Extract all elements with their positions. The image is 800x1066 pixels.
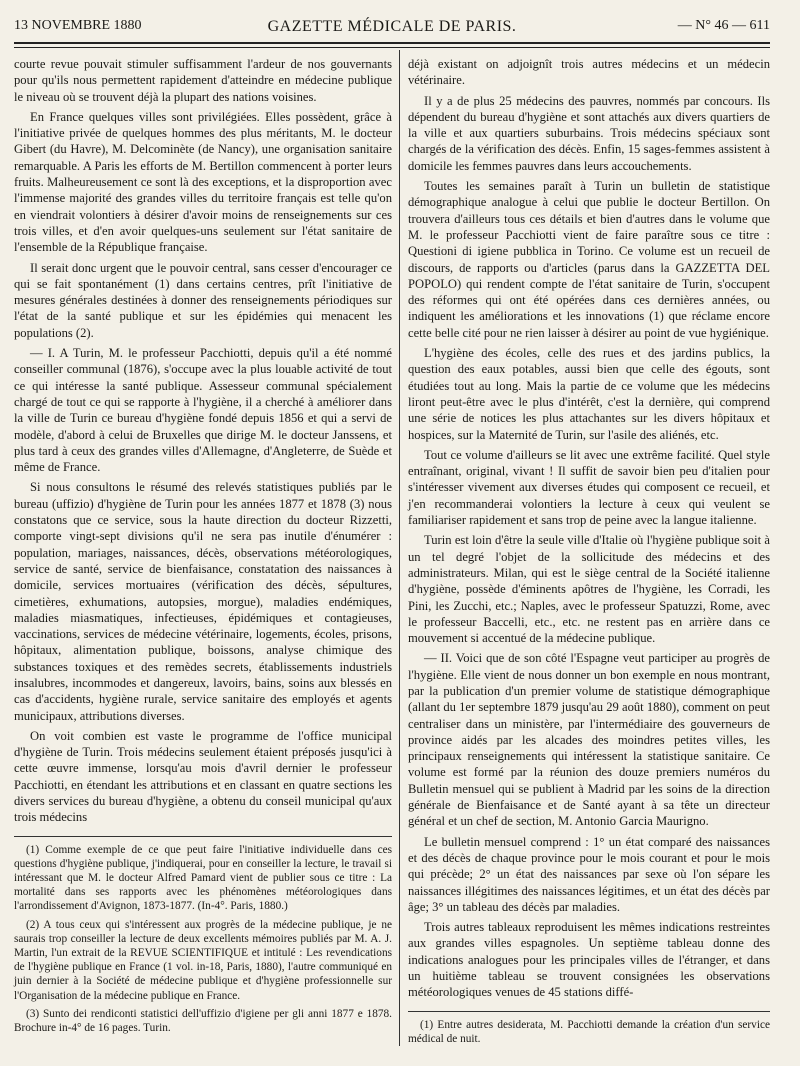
- paragraph: L'hygiène des écoles, celle des rues et des jardins publics, la question des eaux potables, aussi bien que celle des égouts, sont étudiées tout au long. Mais la partie de ce volume que les médecins liront peut-être avec le plus d'intérêt, c'est la dernière, qui comprend une série de notices les plus attachantes sur les divers hôpitaux et hospices, sur la Maternité de Turin, sur l'asile des aliénés, etc.: [408, 346, 770, 442]
- header-rule: [14, 42, 770, 44]
- paragraph: En France quelques villes sont privilégiées. Elles possèdent, grâce à l'initiative privée de quelques hommes des plus méritants, M. le docteur Gibert (du Havre), M. Delcominète (de Nancy), une organisation sanitaire remarquable. A Paris les efforts de M. Bertillon commencent à porter leurs fruits. Malheureusement ce sont là des exceptions, et la disproportion avec l'immense majorité des grandes villes du territoire français est telle qu'on en viendrait volontiers à désirer d'avoir moins de renseignements sur ces trois villes, et d'en avoir quelques-uns seulement sur l'état sanitaire de l'ensemble de la République française.: [14, 109, 392, 255]
- footnote-rule: [408, 1011, 770, 1012]
- footnote: (1) Entre autres desiderata, M. Pacchiotti demande la création d'un service médical de nuit.: [408, 1018, 770, 1045]
- page-header: [14, 18, 770, 40]
- paragraph: courte revue pouvait stimuler suffisamment l'ardeur de nos gouvernants pour qu'ils nous permettent rapidement d'atteindre en médecine publique le niveau où se trouvent déjà la plupart des nations voisines.: [14, 57, 392, 104]
- paragraph: Il serait donc urgent que le pouvoir central, sans cesser d'encourager ce qui se fait spontanément (1) dans certains centres, prît l'initiative de mesures générales destinées à donner des renseignements périodiques sur l'état de la santé publique et sur les épidémies qui menacent les populations (2).: [14, 260, 392, 340]
- paragraph: Le bulletin mensuel comprend : 1° un état comparé des naissances et des décès de chaque province pour le mois courant et pour le mois qui précède; 2° un état des naissances par sexe où l'on sépare les naissances illégitimes des naissances légitimes, et un état des décès par âge; 3° un tableau des décès par maladies.: [408, 834, 770, 914]
- paragraph: Turin est loin d'être la seule ville d'Italie où l'hygiène publique soit à un tel degré l'objet de la sollicitude des médecins et des administrateurs. Milan, qui est le siège central de la Société italienne d'hygiène, possède d'éminents apôtres de l'hygiène, les Corradi, les Pini, les Zucchi, etc.; Naples, avec le professeur Spatuzzi, Rome, avec le professeur Baccelli, etc., etc. ne restent pas en arrière dans ce mouvement si accentué de la médecine publique.: [408, 533, 770, 646]
- column-divider: [399, 50, 400, 1046]
- paragraph: Toutes les semaines paraît à Turin un bulletin de statistique démographique analogue à celui que publie le docteur Bertillon. On trouvera d'ailleurs tous ces détails et bien d'autres dans le volume que M. le professeur Pacchiotti vient de faire paraître sous ce titre : Questioni di igiene pubblica in Torino. Ce volume est un recueil de discours, de rapports ou d'articles (parus dans la GAZZETTA DEL POPOLO) qui rendent compte de l'état sanitaire de Turin, s'occupent des réformes qui ont été opérées dans ces dernières années, ou indiquent les améliorations et les innovations (1) que réclame encore cette belle cité pour ne rien laisser à désirer au point de vue hygiénique.: [408, 179, 770, 340]
- paragraph: Il y a de plus 25 médecins des pauvres, nommés par concours. Ils dépendent du bureau d'hygiène et sont attachés aux divers quartiers de la ville et aux quartiers suburbains. Trois médecins spéciaux sont chargés de la vérification des décès. Enfin, 15 sages-femmes assistent à domicile les femmes pauvres dans leurs accouchements.: [408, 93, 770, 173]
- footnotes: [14, 836, 392, 1036]
- footnote: (1) Comme exemple de ce que peut faire l'initiative individuelle dans ces questions d'hygiène publique, j'indiquerai, pour en conseiller la lecture, le travail si intéressant que M. le docteur Alfred Pamard vient de publier sous ce titre : La mortalité dans ses rapports avec les phénomènes météorologiques dans l'arrondissement d'Avignon, 1873-1877. (In-4°. Paris, 1880.): [14, 843, 392, 913]
- footnotes: [408, 1011, 770, 1046]
- paragraph: Si nous consultons le résumé des relevés statistiques publiés par le bureau (uffizio) d'hygiène de Turin pour les années 1877 et 1878 (3) nous constatons que ce service, sous la haute direction du docteur Rizzetti, comporte vingt-sept divisions qu'il ne sera pas inutile d'énumérer : population, mariages, naissances, décès, observations météorologiques, service de santé, service de bienfaisance, constatation des naissances à domicile, services mortuaires (vérification des décès, sépultures, cimetières, exhumations, autopsies, morgue), maladies endémiques, maladies miasmatiques, infectieuses, épidémiques et contagieuses, vaccinations, services de médecine vétérinaire, logements, écoles, prisons, hôpitaux, alimentation publique, boissons, analyse chimique des substances toxiques et des remèdes secrets, établissements industriels insalubres, incommodes et dangereux, lavoirs, bains, soins aux blessés en cas d'accidents, hygiène rurale, service sanitaire des employés et agents municipaux, attributions diverses.: [14, 480, 392, 723]
- page-number: — N° 46 — 611: [677, 18, 770, 33]
- paragraph: Tout ce volume d'ailleurs se lit avec une extrême facilité. Quel style entraînant, original, vivant ! Il suffit de savoir bien peu d'italien pour s'intéresser vivement aux diverses études qui composent ce recueil, et j'en recommanderai volontiers la lecture à ceux qui veulent se familiariser rapidement et sans trop de peine avec la langue italienne.: [408, 447, 770, 528]
- header-rule-thin: [14, 47, 770, 48]
- paragraph: — II. Voici que de son côté l'Espagne veut participer au progrès de l'hygiène. Elle vient de nous donner un bon exemple en nous montrant, par la publication d'un premier volume de statistique démographique (allant du 1er septembre 1879 jusqu'au 29 août 1880), comment on peut centraliser dans un ministère, par l'intermédiaire des gouverneurs de province aidés par les alcades des moindres petites villes, les principaux renseignements qui intéressent la statistique sanitaire. Ce volume est formé par la réunion des douze premiers numéros du Bulletin mensuel qui se publient à Madrid par les soins de la direction générale de Bienfaisance et de Santé ayant à sa tête un directeur général et un chef de section, M. Antonio Garcia Maurigno.: [408, 651, 770, 829]
- paragraph: — I. A Turin, M. le professeur Pacchiotti, depuis qu'il a été nommé conseiller communal (1876), s'occupe avec la plus louable activité de tout ce qui intéresse la santé publique. Assesseur communal spécialement chargé de tout ce qui se rapporte à l'hygiène, il a cherché à améliorer dans la ville de Turin ce bureau d'hygiène fondé depuis 1856 et qui a servi de modèle, d'abord à celui de Bruxelles que dirige M. le docteur Janssens, et plus tard à ceux des grandes villes d'Allemagne, d'Angleterre, de Suède et même de France.: [14, 346, 392, 475]
- left-column: [14, 56, 392, 1039]
- paragraph: Trois autres tableaux reproduisent les mêmes indications restreintes aux grandes villes espagnoles. Un septième tableau donne des indications analogues pour les principales villes de l'étranger, et dans un huitième tableau se trouvent consignées les observations météorologiques venues de 45 stations diffé-: [408, 920, 770, 1000]
- issue-date: 13 NOVEMBRE 1880: [14, 18, 142, 33]
- footnote-rule: [14, 836, 392, 837]
- right-column: [408, 56, 770, 1050]
- journal-title: GAZETTE MÉDICALE DE PARIS.: [267, 18, 517, 35]
- paragraph: On voit combien est vaste le programme de l'office municipal d'hygiène de Turin. Trois médecins seulement étaient préposés jusqu'ici à cette œuvre immense, lorsqu'au mois d'avril dernier le professeur Pacchiotti, en étendant les attributions et en classant en quatre sections les divers services du bureau d'hygiène, a obtenu du conseil municipal qu'aux trois médecins: [14, 728, 392, 825]
- footnote: (2) A tous ceux qui s'intéressent aux progrès de la médecine publique, je ne saurais trop conseiller la lecture de deux excellents mémoires publiés par M. A. J. Martin, l'un extrait de la REVUE SCIENTIFIQUE et intitulé : Les revendications de l'hygiène publique en France (1 vol. in-18, Paris, 1880), l'autre communiqué en juin dernier à la Société de médecine publique et d'hygiène professionnelle sur l'Organisation de la médecine publique en France.: [14, 918, 392, 1002]
- paragraph: déjà existant on adjoignît trois autres médecins et un médecin vétérinaire.: [408, 57, 770, 88]
- footnote: (3) Sunto dei rendiconti statistici dell'uffizio d'igiene per gli anni 1877 e 1878. Brochure in-4° de 16 pages. Turin.: [14, 1007, 392, 1035]
